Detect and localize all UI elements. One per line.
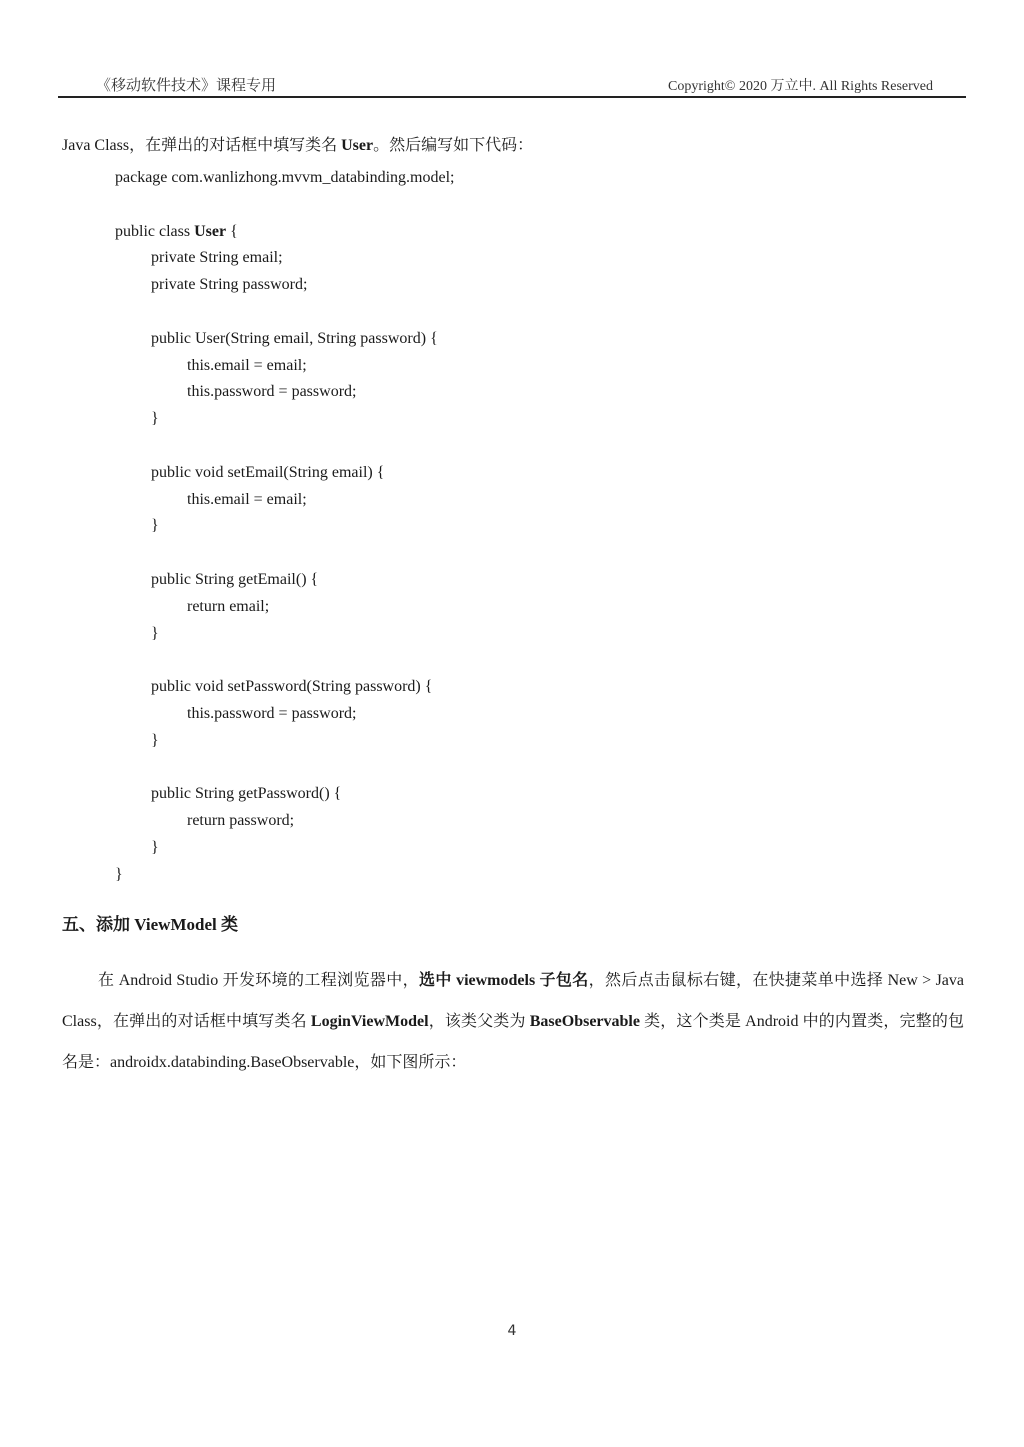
- code-close-brace: }: [151, 624, 159, 642]
- para-bold-1: 选中 viewmodels 子包名: [418, 972, 589, 989]
- code-get-email-signature: public String getEmail() {: [151, 570, 319, 588]
- code-constructor-email: this.email = email;: [187, 356, 307, 374]
- page-number: 4: [507, 1323, 517, 1339]
- para-text-2: ，然后点击鼠标右键，在快捷菜单中选择 New > Java Class，在弹出的对话框中填写类名: [62, 972, 965, 1030]
- para-text-4: 类，这个类是 Android 中的内置类，完整的包名是：androidx.databinding.BaseObservable，如下图所示：: [62, 1013, 964, 1071]
- code-close-brace: }: [151, 517, 159, 535]
- code-blank-line: [62, 433, 454, 460]
- header-divider: [58, 96, 966, 98]
- code-class-open-brace: {: [226, 222, 238, 240]
- para-bold-2: LoginViewModel: [310, 1013, 429, 1030]
- header-copyright: Copyright© 2020 万立中. All Rights Reserved: [668, 79, 933, 94]
- code-get-password-body: return password;: [187, 812, 295, 830]
- code-class-name: User: [194, 222, 227, 240]
- code-package-line: package com.wanlizhong.mvvm_databinding.model;: [115, 169, 455, 186]
- code-blank-line: [62, 755, 454, 782]
- code-class-keyword: public class: [115, 222, 195, 240]
- body-paragraph: [62, 960, 964, 1083]
- section-heading: 五、添加 ViewModel 类: [62, 915, 238, 934]
- para-bold-3: BaseObservable: [529, 1013, 640, 1030]
- code-close-brace: }: [151, 731, 159, 749]
- code-set-email-body: this.email = email;: [187, 490, 307, 508]
- intro-text-before: Java Class，在弹出的对话框中填写类名: [62, 137, 342, 154]
- code-set-password-signature: public void setPassword(String password) {: [151, 678, 433, 696]
- code-close-brace: }: [151, 838, 159, 856]
- code-blank-line: [62, 192, 454, 219]
- para-text-1: 在 Android Studio 开发环境的工程浏览器中，: [98, 972, 419, 989]
- code-set-password-body: this.password = password;: [187, 704, 357, 722]
- code-blank-line: [62, 540, 454, 567]
- code-field-password: private String password;: [151, 276, 308, 294]
- intro-class-name: User: [341, 137, 374, 154]
- intro-text-after: 。然后编写如下代码：: [373, 137, 534, 154]
- code-get-password-signature: public String getPassword() {: [151, 785, 342, 803]
- para-text-3: ，该类父类为: [428, 1013, 530, 1030]
- code-blank-line: [62, 299, 454, 326]
- code-class-declaration: [62, 219, 454, 246]
- code-close-brace: }: [151, 410, 159, 428]
- code-class-close-brace: }: [115, 865, 123, 883]
- code-listing: [62, 165, 454, 889]
- intro-text: [62, 132, 533, 155]
- header-course-title: 《移动软件技术》课程专用: [96, 78, 277, 94]
- code-constructor-signature: public User(String email, String password) {: [151, 329, 438, 347]
- code-blank-line: [62, 647, 454, 674]
- code-set-email-signature: public void setEmail(String email) {: [151, 463, 385, 481]
- code-field-email: private String email;: [151, 249, 283, 267]
- code-constructor-password: this.password = password;: [187, 383, 357, 401]
- code-get-email-body: return email;: [187, 597, 270, 615]
